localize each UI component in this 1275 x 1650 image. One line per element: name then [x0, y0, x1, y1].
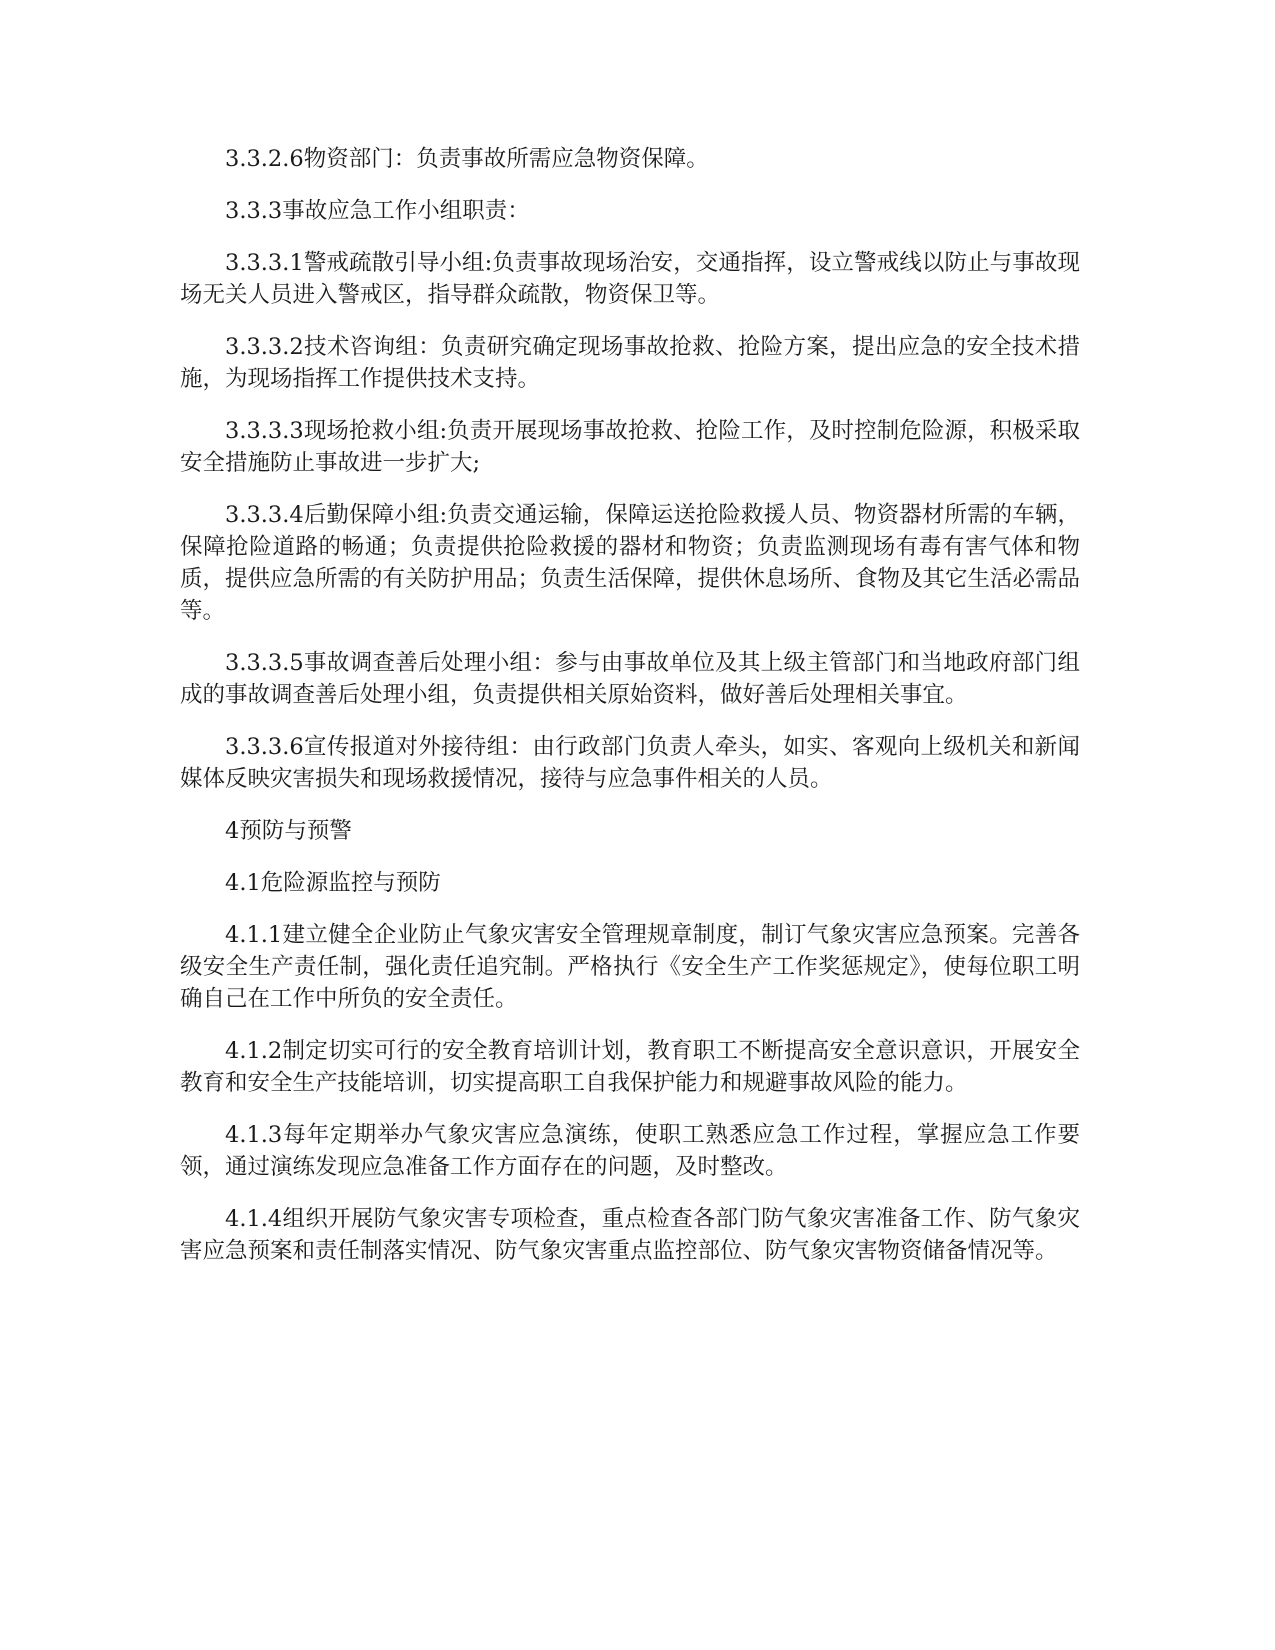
paragraph-4-1-3: 4.1.3每年定期举办气象灾害应急演练，使职工熟悉应急工作过程，掌握应急工作要领，通过演练发现应急准备工作方面存在的问题，及时整改。 — [180, 1122, 1080, 1180]
paragraph-3-3-3-1: 3.3.3.1警戒疏散引导小组:负责事故现场治安，交通指挥，设立警戒线以防止与事故现场无关人员进入警戒区，指导群众疏散，物资保卫等。 — [180, 250, 1080, 308]
paragraph-4-1-1: 4.1.1建立健全企业防止气象灾害安全管理规章制度，制订气象灾害应急预案。完善各级安全生产责任制，强化责任追究制。严格执行《安全生产工作奖惩规定》，使每位职工明确自己在工作中所负的安全责任。 — [180, 922, 1080, 1012]
paragraph-4-1-2: 4.1.2制定切实可行的安全教育培训计划，教育职工不断提高安全意识意识，开展安全教育和安全生产技能培训，切实提高职工自我保护能力和规避事故风险的能力。 — [180, 1038, 1080, 1096]
paragraph-4-1-4: 4.1.4组织开展防气象灾害专项检查，重点检查各部门防气象灾害准备工作、防气象灾害应急预案和责任制落实情况、防气象灾害重点监控部位、防气象灾害物资储备情况等。 — [180, 1206, 1080, 1264]
paragraph-3-3-3-2: 3.3.3.2技术咨询组：负责研究确定现场事故抢救、抢险方案，提出应急的安全技术措施，为现场指挥工作提供技术支持。 — [180, 334, 1080, 392]
document-body — [180, 143, 1080, 1287]
paragraph-3-3-3-6: 3.3.3.6宣传报道对外接待组：由行政部门负责人牵头，如实、客观向上级机关和新闻媒体反映灾害损失和现场救援情况，接待与应急事件相关的人员。 — [180, 734, 1080, 792]
paragraph-3-3-2-6: 3.3.2.6物资部门：负责事故所需应急物资保障。 — [225, 146, 709, 172]
paragraph-3-3-3-3: 3.3.3.3现场抢救小组:负责开展现场事故抢救、抢险工作，及时控制危险源，积极采取安全措施防止事故进一步扩大; — [180, 418, 1080, 476]
section-heading-4: 4预防与预警 — [225, 818, 352, 844]
paragraph-3-3-3: 3.3.3事故应急工作小组职责： — [225, 198, 530, 224]
section-heading-4-1: 4.1危险源监控与预防 — [225, 870, 441, 896]
paragraph-3-3-3-4: 3.3.3.4后勤保障小组:负责交通运输，保障运送抢险救援人员、物资器材所需的车辆，保障抢险道路的畅通；负责提供抢险救援的器材和物资；负责监测现场有毒有害气体和物质，提供应急所需的有关防护用品；负责生活保障，提供休息场所、食物及其它生活必需品等。 — [180, 502, 1081, 624]
paragraph-3-3-3-5: 3.3.3.5事故调查善后处理小组：参与由事故单位及其上级主管部门和当地政府部门组成的事故调查善后处理小组，负责提供相关原始资料，做好善后处理相关事宜。 — [180, 650, 1080, 708]
